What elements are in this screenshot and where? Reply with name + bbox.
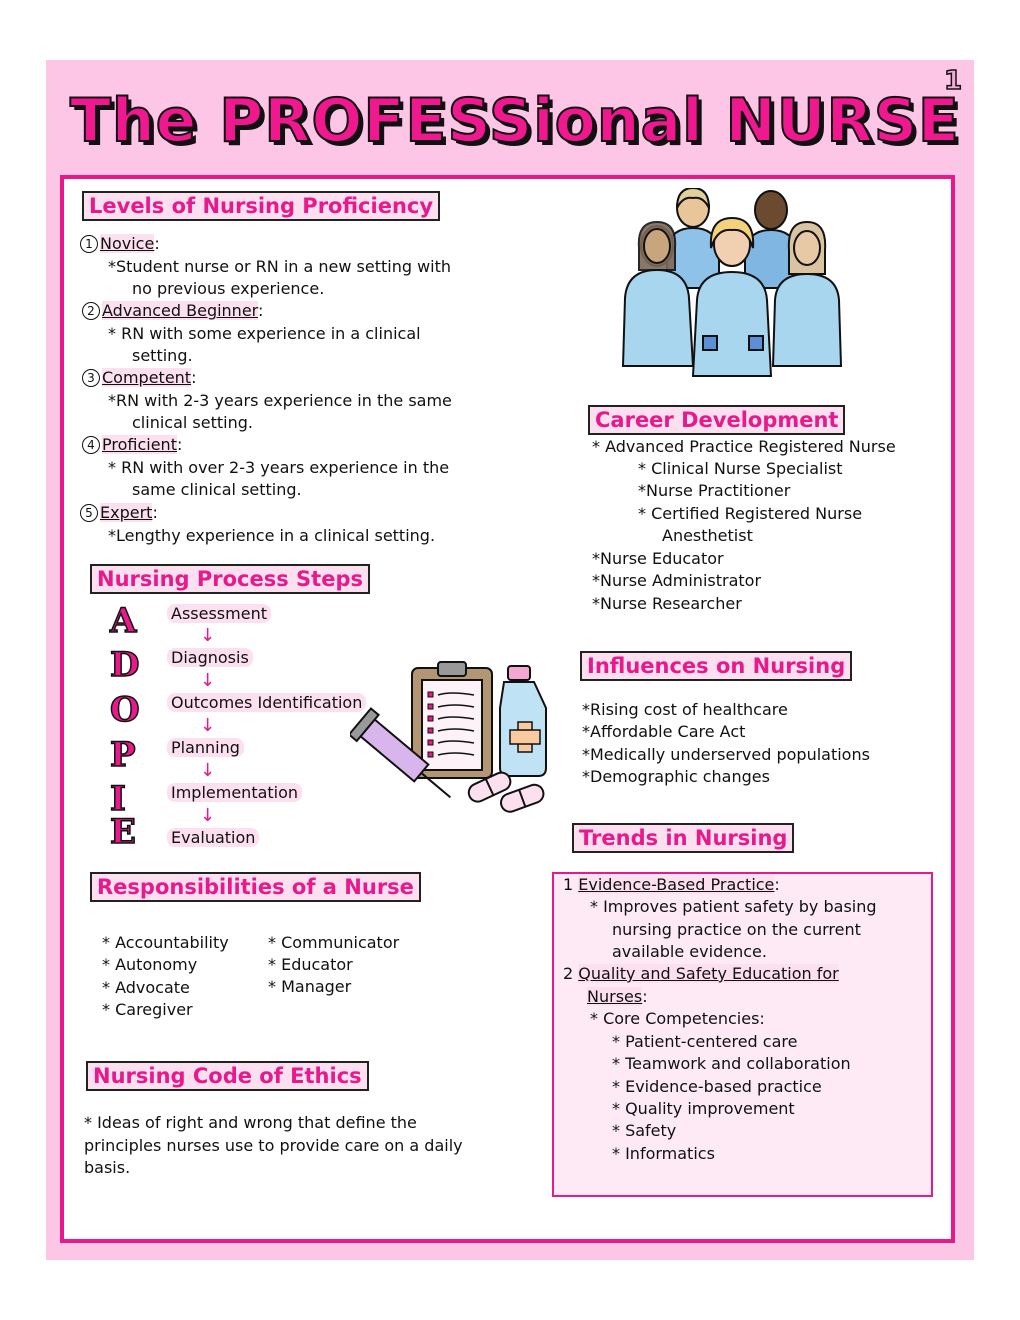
trend-1: 1 Evidence-Based Practice: (563, 875, 780, 894)
responsibility-3: * Advocate (102, 978, 190, 997)
responsibility-6: * Educator (268, 955, 353, 974)
level-2-line-1: * RN with some experience in a clinical (108, 324, 421, 343)
process-step-outcomes: Outcomes Identification (167, 693, 366, 712)
trend-1-line-1: * Improves patient safety by basing (590, 897, 877, 916)
competency-6: * Informatics (612, 1144, 715, 1163)
page-title: The PROFESSional NURSE (70, 86, 960, 156)
level-2: 2 Advanced Beginner: (82, 300, 263, 323)
level-1-line-1: *Student nurse or RN in a new setting with (108, 257, 452, 276)
levels-heading: Levels of Nursing Proficiency (82, 191, 440, 221)
process-step-evaluation: Evaluation (167, 828, 259, 847)
process-heading: Nursing Process Steps (90, 564, 370, 594)
influence-2: *Affordable Care Act (582, 722, 746, 741)
page-number: 1 (944, 66, 963, 96)
process-step-planning: Planning (167, 738, 244, 757)
process-letter-e: E (110, 812, 136, 852)
process-step-implementation: Implementation (167, 783, 302, 802)
level-2-line-2: setting. (132, 346, 193, 365)
trend-1-line-2: nursing practice on the current (612, 920, 861, 939)
competency-3: * Evidence-based practice (612, 1077, 822, 1096)
process-letter-a: A (110, 601, 137, 641)
career-line-6: *Nurse Educator (592, 549, 724, 568)
career-line-8: *Nurse Researcher (592, 594, 742, 613)
responsibility-1: * Accountability (102, 933, 229, 952)
level-4: 4 Proficient: (82, 434, 182, 457)
process-arrow-1: ↓ (200, 625, 216, 646)
competency-1: * Patient-centered care (612, 1032, 798, 1051)
career-line-3: *Nurse Practitioner (638, 481, 791, 500)
responsibility-5: * Communicator (268, 933, 400, 952)
process-letter-i: I (110, 779, 126, 819)
influence-3: *Medically underserved populations (582, 745, 870, 764)
trend-2-cont: Nurses: (587, 987, 648, 1006)
responsibilities-heading: Responsibilities of a Nurse (90, 872, 421, 902)
process-step-assessment: Assessment (167, 604, 271, 623)
career-line-2: * Clinical Nurse Specialist (638, 459, 843, 478)
process-arrow-4: ↓ (200, 760, 216, 781)
level-5-line-1: *Lengthy experience in a clinical setting. (108, 526, 436, 545)
level-3-line-1: *RN with 2-3 years experience in the same (108, 391, 452, 410)
ethics-line-3: basis. (84, 1158, 131, 1177)
process-step-diagnosis: Diagnosis (167, 648, 253, 667)
career-line-7: *Nurse Administrator (592, 571, 762, 590)
level-3: 3 Competent: (82, 367, 196, 390)
influence-4: *Demographic changes (582, 767, 770, 786)
medical-supplies-illustration (350, 658, 565, 818)
level-5: 5 Expert: (80, 502, 158, 525)
career-line-4: * Certified Registered Nurse (638, 504, 863, 523)
process-letter-p: P (110, 735, 136, 775)
influence-1: *Rising cost of healthcare (582, 700, 788, 719)
process-arrow-3: ↓ (200, 715, 216, 736)
career-line-5: Anesthetist (662, 526, 753, 545)
nurses-illustration (615, 188, 845, 378)
responsibility-2: * Autonomy (102, 955, 198, 974)
level-4-line-2: same clinical setting. (132, 480, 302, 499)
level-4-line-1: * RN with over 2-3 years experience in the (108, 458, 450, 477)
level-3-line-2: clinical setting. (132, 413, 253, 432)
influences-heading: Influences on Nursing (580, 651, 852, 681)
competency-2: * Teamwork and collaboration (612, 1054, 851, 1073)
level-1: 1 Novice: (80, 233, 160, 256)
level-1-line-2: no previous experience. (132, 279, 325, 298)
responsibility-7: * Manager (268, 977, 352, 996)
trend-2: 2 Quality and Safety Education for (563, 964, 839, 983)
ethics-heading: Nursing Code of Ethics (86, 1061, 369, 1091)
career-heading: Career Development (588, 405, 845, 435)
ethics-line-2: principles nurses use to provide care on a daily (84, 1136, 463, 1155)
competency-4: * Quality improvement (612, 1099, 795, 1118)
process-letter-d: D (110, 645, 140, 685)
core-competencies-label: * Core Competencies: (590, 1009, 765, 1028)
career-line-1: * Advanced Practice Registered Nurse (592, 437, 896, 456)
ethics-line-1: * Ideas of right and wrong that define the (84, 1113, 417, 1132)
trend-1-line-3: available evidence. (612, 942, 767, 961)
process-arrow-5: ↓ (200, 805, 216, 826)
process-letter-o: O (110, 690, 140, 730)
process-arrow-2: ↓ (200, 670, 216, 691)
trends-heading: Trends in Nursing (572, 823, 794, 853)
competency-5: * Safety (612, 1121, 677, 1140)
responsibility-4: * Caregiver (102, 1000, 193, 1019)
